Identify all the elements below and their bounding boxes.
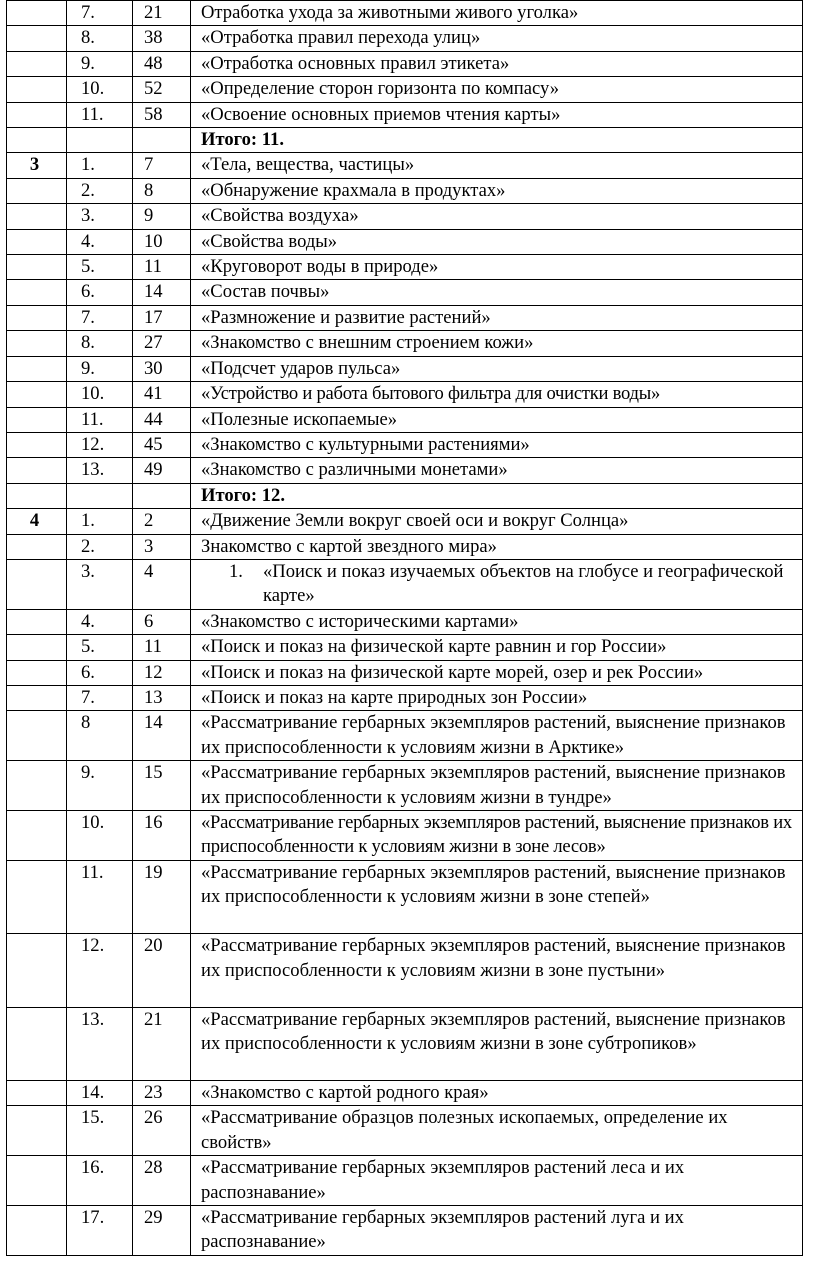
number-cell — [67, 483, 133, 508]
number-cell: 9. — [67, 356, 133, 381]
table-row — [7, 77, 803, 102]
number-cell — [67, 128, 133, 153]
title-cell: Знакомство с картой звездного мира» — [191, 534, 803, 559]
title-cell: «Рассматривание гербарных экземпляров растений леса и их распознавание» — [191, 1156, 803, 1206]
page-cell: 14 — [133, 280, 191, 305]
grade-cell — [7, 761, 67, 811]
table-row — [7, 609, 803, 634]
table-row — [7, 711, 803, 761]
title-cell — [191, 559, 803, 609]
page-cell: 19 — [133, 860, 191, 933]
title-cell: «Тела, вещества, частицы» — [191, 153, 803, 178]
table-row — [7, 1106, 803, 1156]
page-cell: 2 — [133, 509, 191, 534]
grade-cell — [7, 483, 67, 508]
table-row — [7, 509, 803, 534]
grade-cell — [7, 1080, 67, 1105]
title-cell: «Круговорот воды в природе» — [191, 255, 803, 280]
number-cell: 13. — [67, 1007, 133, 1080]
table-row — [7, 458, 803, 483]
page-cell: 13 — [133, 685, 191, 710]
grade-cell — [7, 432, 67, 457]
table-row — [7, 331, 803, 356]
title-cell: «Поиск и показ на физической карте равнин и гор России» — [191, 635, 803, 660]
page-cell: 45 — [133, 432, 191, 457]
grade-cell — [7, 26, 67, 51]
table-row — [7, 635, 803, 660]
title-cell: «Поиск и показ на физической карте морей, озер и рек России» — [191, 660, 803, 685]
table-row — [7, 685, 803, 710]
page-cell: 3 — [133, 534, 191, 559]
grade-cell — [7, 934, 67, 1007]
total-row — [7, 483, 803, 508]
list-item-text: «Поиск и показ изучаемых объектов на глобусе и географической карте» — [263, 560, 784, 607]
number-cell: 12. — [67, 934, 133, 1007]
grade-cell — [7, 534, 67, 559]
grade-cell — [7, 382, 67, 407]
table-row — [7, 1, 803, 26]
grade-cell — [7, 860, 67, 933]
number-cell: 8 — [67, 711, 133, 761]
number-cell: 4. — [67, 609, 133, 634]
title-cell: «Определение сторон горизонта по компасу» — [191, 77, 803, 102]
grade-cell — [7, 559, 67, 609]
title-cell: «Знакомство с различными монетами» — [191, 458, 803, 483]
page-cell: 10 — [133, 229, 191, 254]
table-row — [7, 534, 803, 559]
title-cell: «Устройство и работа бытового фильтра для очистки воды» — [191, 382, 803, 407]
number-cell: 8. — [67, 26, 133, 51]
table-row — [7, 559, 803, 609]
table-row — [7, 934, 803, 1007]
number-cell: 11. — [67, 407, 133, 432]
table-row — [7, 1007, 803, 1080]
page-cell: 48 — [133, 51, 191, 76]
grade-cell — [7, 77, 67, 102]
number-cell: 2. — [67, 534, 133, 559]
grade-cell — [7, 1206, 67, 1256]
table-row — [7, 1206, 803, 1256]
grade-cell — [7, 811, 67, 861]
title-cell: «Обнаружение крахмала в продуктах» — [191, 178, 803, 203]
page-cell: 7 — [133, 153, 191, 178]
table-row — [7, 432, 803, 457]
table-row — [7, 51, 803, 76]
table-row — [7, 382, 803, 407]
table-row — [7, 204, 803, 229]
table-row — [7, 1080, 803, 1105]
grade-cell — [7, 685, 67, 710]
table-row — [7, 153, 803, 178]
grade-cell — [7, 305, 67, 330]
page-cell: 14 — [133, 711, 191, 761]
table-row — [7, 305, 803, 330]
page-cell: 28 — [133, 1156, 191, 1206]
grade-cell — [7, 609, 67, 634]
page-cell — [133, 483, 191, 508]
table-row — [7, 407, 803, 432]
total-label: Итого: 12. — [191, 483, 803, 508]
number-cell: 11. — [67, 860, 133, 933]
number-cell: 14. — [67, 1080, 133, 1105]
title-cell: «Рассматривание образцов полезных ископаемых, определение их свойств» — [191, 1106, 803, 1156]
grade-cell — [7, 635, 67, 660]
grade-cell — [7, 128, 67, 153]
title-cell: «Полезные ископаемые» — [191, 407, 803, 432]
number-cell: 4. — [67, 229, 133, 254]
grade-cell — [7, 204, 67, 229]
title-cell: «Отработка правил перехода улиц» — [191, 26, 803, 51]
numbered-list-item — [201, 560, 798, 609]
table-body — [7, 1, 803, 1256]
grade-cell — [7, 458, 67, 483]
title-cell: «Поиск и показ на карте природных зон России» — [191, 685, 803, 710]
page-cell: 11 — [133, 255, 191, 280]
table-row — [7, 102, 803, 127]
page-cell: 21 — [133, 1007, 191, 1080]
number-cell: 1. — [67, 509, 133, 534]
table-row — [7, 280, 803, 305]
title-cell: «Рассматривание гербарных экземпляров растений луга и их распознавание» — [191, 1206, 803, 1256]
number-cell: 16. — [67, 1156, 133, 1206]
page-cell: 21 — [133, 1, 191, 26]
table-row — [7, 178, 803, 203]
title-cell: «Рассматривание гербарных экземпляров растений, выяснение признаков их приспособленности к условиям жизни в зоне лесов» — [191, 811, 803, 861]
number-cell: 7. — [67, 305, 133, 330]
title-cell: «Знакомство с картой родного края» — [191, 1080, 803, 1105]
grade-cell — [7, 1106, 67, 1156]
number-cell: 3. — [67, 204, 133, 229]
page-cell: 4 — [133, 559, 191, 609]
grade-cell — [7, 229, 67, 254]
number-cell: 5. — [67, 255, 133, 280]
page-cell: 9 — [133, 204, 191, 229]
page-cell: 41 — [133, 382, 191, 407]
title-cell: «Движение Земли вокруг своей оси и вокруг Солнца» — [191, 509, 803, 534]
title-cell: «Рассматривание гербарных экземпляров растений, выяснение признаков их приспособленности к условиям жизни в тундре» — [191, 761, 803, 811]
page-cell: 38 — [133, 26, 191, 51]
page-cell: 8 — [133, 178, 191, 203]
total-row — [7, 128, 803, 153]
grade-cell — [7, 1156, 67, 1206]
page-cell: 27 — [133, 331, 191, 356]
number-cell: 11. — [67, 102, 133, 127]
grade-cell — [7, 1, 67, 26]
title-cell: «Состав почвы» — [191, 280, 803, 305]
page-cell: 23 — [133, 1080, 191, 1105]
title-cell: «Подсчет ударов пульса» — [191, 356, 803, 381]
page-cell: 26 — [133, 1106, 191, 1156]
grade-cell — [7, 178, 67, 203]
grade-cell — [7, 711, 67, 761]
table-row — [7, 356, 803, 381]
page-cell: 30 — [133, 356, 191, 381]
number-cell: 13. — [67, 458, 133, 483]
title-cell: «Знакомство с историческими картами» — [191, 609, 803, 634]
number-cell: 6. — [67, 280, 133, 305]
grade-cell — [7, 356, 67, 381]
number-cell: 10. — [67, 77, 133, 102]
grade-cell — [7, 280, 67, 305]
number-cell: 9. — [67, 761, 133, 811]
table-row — [7, 26, 803, 51]
title-cell: «Освоение основных приемов чтения карты» — [191, 102, 803, 127]
table-row — [7, 660, 803, 685]
number-cell: 17. — [67, 1206, 133, 1256]
number-cell: 5. — [67, 635, 133, 660]
table-row — [7, 811, 803, 861]
number-cell: 8. — [67, 331, 133, 356]
grade-cell: 4 — [7, 509, 67, 534]
number-cell: 3. — [67, 559, 133, 609]
page-cell: 15 — [133, 761, 191, 811]
list-marker: 1. — [229, 560, 243, 582]
page-cell: 44 — [133, 407, 191, 432]
number-cell: 2. — [67, 178, 133, 203]
number-cell: 15. — [67, 1106, 133, 1156]
table-row — [7, 255, 803, 280]
title-cell: «Рассматривание гербарных экземпляров растений, выяснение признаков их приспособленности к условиям жизни в Арктике» — [191, 711, 803, 761]
page-cell — [133, 128, 191, 153]
page-cell: 12 — [133, 660, 191, 685]
page-cell: 17 — [133, 305, 191, 330]
grade-cell — [7, 331, 67, 356]
title-cell: «Рассматривание гербарных экземпляров растений, выяснение признаков их приспособленности к условиям жизни в зоне пустыни» — [191, 934, 803, 1007]
page-cell: 58 — [133, 102, 191, 127]
title-cell: «Свойства воздуха» — [191, 204, 803, 229]
table-row — [7, 761, 803, 811]
page-cell: 6 — [133, 609, 191, 634]
grade-cell — [7, 51, 67, 76]
page-cell: 20 — [133, 934, 191, 1007]
title-cell: «Знакомство с культурными растениями» — [191, 432, 803, 457]
page-cell: 11 — [133, 635, 191, 660]
total-label: Итого: 11. — [191, 128, 803, 153]
page-cell: 16 — [133, 811, 191, 861]
title-cell: «Размножение и развитие растений» — [191, 305, 803, 330]
number-cell: 1. — [67, 153, 133, 178]
grade-cell — [7, 1007, 67, 1080]
grade-cell — [7, 660, 67, 685]
grade-cell — [7, 407, 67, 432]
title-cell: «Рассматривание гербарных экземпляров растений, выяснение признаков их приспособленности к условиям жизни в зоне субтропиков» — [191, 1007, 803, 1080]
number-cell: 10. — [67, 811, 133, 861]
grade-cell — [7, 255, 67, 280]
number-cell: 12. — [67, 432, 133, 457]
grade-cell: 3 — [7, 153, 67, 178]
table-row — [7, 229, 803, 254]
page-cell: 29 — [133, 1206, 191, 1256]
page-cell: 49 — [133, 458, 191, 483]
page-cell: 52 — [133, 77, 191, 102]
number-cell: 7. — [67, 1, 133, 26]
table-row — [7, 860, 803, 933]
title-cell: «Рассматривание гербарных экземпляров растений, выяснение признаков их приспособленности к условиям жизни в зоне степей» — [191, 860, 803, 933]
number-cell: 6. — [67, 660, 133, 685]
title-cell: Отработка ухода за животными живого уголка» — [191, 1, 803, 26]
number-cell: 7. — [67, 685, 133, 710]
practical-works-table — [6, 0, 803, 1256]
number-cell: 9. — [67, 51, 133, 76]
title-cell: «Отработка основных правил этикета» — [191, 51, 803, 76]
table-row — [7, 1156, 803, 1206]
title-cell: «Свойства воды» — [191, 229, 803, 254]
number-cell: 10. — [67, 382, 133, 407]
title-cell: «Знакомство с внешним строением кожи» — [191, 331, 803, 356]
grade-cell — [7, 102, 67, 127]
